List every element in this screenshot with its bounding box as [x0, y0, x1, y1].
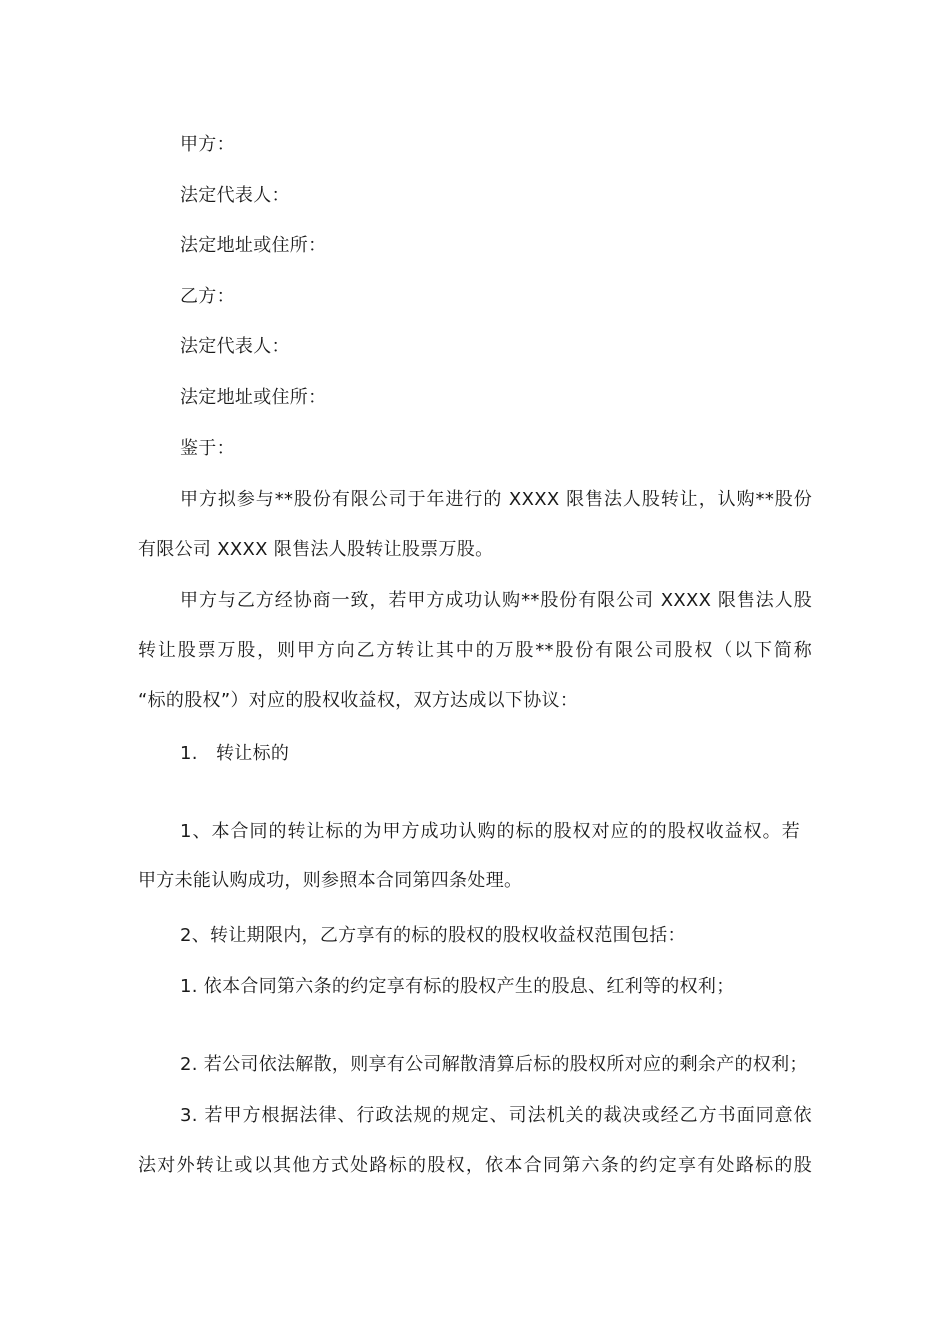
recital-paragraph-2-line-3: “标的股权”）对应的股权收益权，双方达成以下协议：	[138, 690, 579, 711]
recital-paragraph-1-line-2: 有限公司 XXXX 限售法人股转让股票万股。	[138, 539, 494, 560]
item-1: 1. 依本合同第六条的约定享有标的股权产生的股息、红利等的权利；	[180, 976, 735, 997]
section-1-title: 转让标的	[216, 743, 290, 764]
item-3-line-2: 法对外转让或以其他方式处路标的股权，依本合同第六条的约定享有处路标的股	[138, 1155, 812, 1176]
party-b-representative-label: 法定代表人：	[180, 336, 290, 357]
party-b-address-label: 法定地址或住所：	[180, 387, 327, 408]
clause-1-line-1: 1、本合同的转让标的为甲方成功认购的标的股权对应的的股权收益权。若	[180, 821, 800, 842]
clause-2: 2、转让期限内，乙方享有的标的股权的股权收益权范围包括：	[180, 925, 686, 946]
item-3-line-1: 3. 若甲方根据法律、行政法规的规定、司法机关的裁决或经乙方书面同意依	[180, 1105, 812, 1126]
recital-heading: 鉴于：	[180, 438, 235, 459]
party-b-label: 乙方：	[180, 286, 235, 307]
section-1-number: 1.	[180, 743, 198, 764]
clause-1-line-2: 甲方未能认购成功，则参照本合同第四条处理。	[138, 870, 523, 891]
recital-paragraph-1-line-1: 甲方拟参与**股份有限公司于年进行的 XXXX 限售法人股转让，认购**股份	[180, 489, 812, 510]
recital-paragraph-2-line-2: 转让股票万股，则甲方向乙方转让其中的万股**股份有限公司股权（以下简称	[138, 640, 812, 661]
recital-paragraph-2-line-1: 甲方与乙方经协商一致，若甲方成功认购**股份有限公司 XXXX 限售法人股	[180, 590, 812, 611]
party-a-address-label: 法定地址或住所：	[180, 235, 327, 256]
party-a-label: 甲方：	[180, 134, 235, 155]
item-2: 2. 若公司依法解散，则享有公司解散清算后标的股权所对应的剩余产的权利；	[180, 1054, 808, 1075]
party-a-representative-label: 法定代表人：	[180, 185, 290, 206]
